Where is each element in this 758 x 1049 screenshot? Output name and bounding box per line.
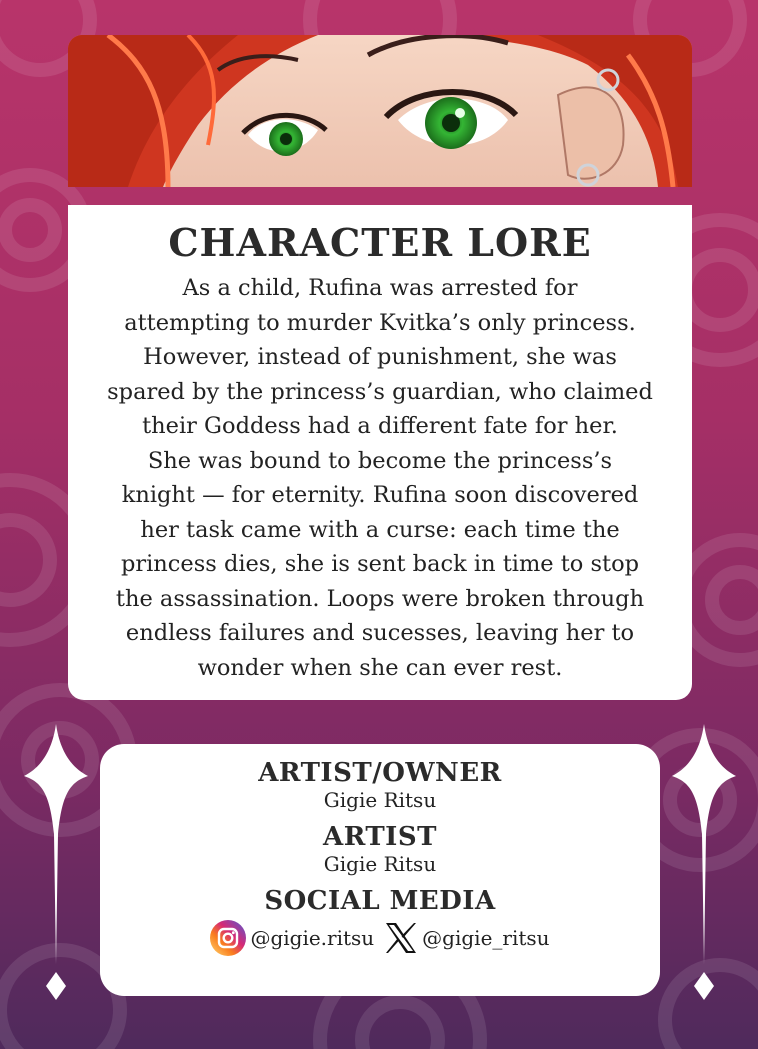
lore-text: As a child, Rufina was arrested for attempting to murder Kvitka’s only princess. However, instead of punishment, she was spared by the princess’s guardian, who claimed their Goddess had a different fate for her. She was bound to become the princess’s knight — for eternity. Rufina soon discovered her task came with a curse: each time the princess dies, she is sent back in time to stop the assassination. Loops were broken through endless failures and sucesses, leaving her to wonder when she can ever rest. [107, 275, 653, 681]
credits-card [100, 744, 660, 996]
x-icon [384, 921, 418, 955]
social-media-label: SOCIAL MEDIA [264, 886, 496, 916]
sparkle-right-decoration [672, 724, 736, 1000]
instagram-icon [210, 920, 246, 956]
character-lore-card [68, 205, 692, 700]
instagram-link[interactable] [210, 920, 374, 956]
artist-value: Gigie Ritsu [323, 852, 437, 876]
instagram-handle: @gigie.ritsu [250, 926, 375, 950]
artist-owner-label: ARTIST/OWNER [258, 758, 502, 788]
artist-label: ARTIST [323, 822, 437, 852]
social-media-row [100, 920, 660, 956]
lore-title: CHARACTER LORE [168, 220, 592, 265]
sparkle-left-decoration [24, 724, 88, 1000]
x-handle: @gigie_ritsu [422, 926, 550, 950]
artist-owner-value: Gigie Ritsu [323, 788, 437, 812]
character-banner-artwork [68, 35, 692, 187]
x-link[interactable] [384, 921, 549, 955]
